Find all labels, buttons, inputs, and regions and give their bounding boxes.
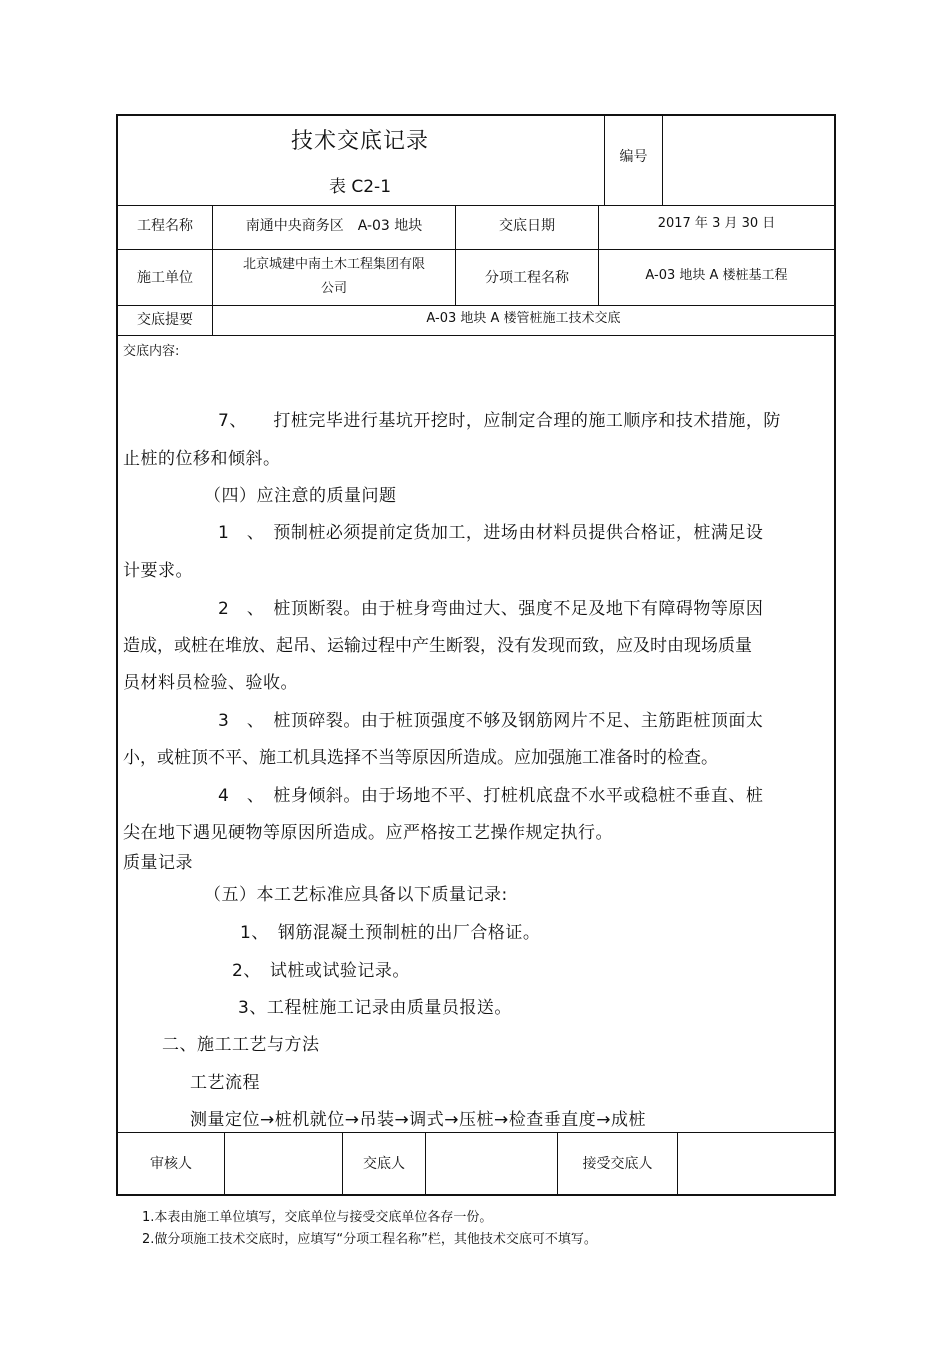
content-line: 测量定位→桩机就位→吊装→调式→压桩→检查垂直度→成桩 xyxy=(190,1110,646,1130)
content-line: 7、 打桩完毕进行基坑开挖时，应制定合理的施工顺序和技术措施，防 xyxy=(218,411,781,431)
content-label: 交底内容: xyxy=(123,344,180,359)
content-line: 1 、 预制桩必须提前定货加工，进场由材料员提供合格证，桩满足设 xyxy=(218,523,764,543)
content-line: 小，或桩顶不平、施工机具选择不当等原因所造成。应加强施工准备时的检查。 xyxy=(123,748,718,768)
divider xyxy=(425,1132,426,1195)
content-line: 3、工程桩施工记录由质量员报送。 xyxy=(238,998,512,1018)
summary-label: 交底提要 xyxy=(137,312,193,328)
form-code: 表 C2-1 xyxy=(328,177,392,197)
content-line: 1、 钢筋混凝土预制桩的出厂合格证。 xyxy=(240,923,541,943)
content-line: 2 、 桩顶断裂。由于桩身弯曲过大、强度不足及地下有障碍物等原因 xyxy=(218,599,764,619)
content-line: （五）本工艺标准应具备以下质量记录: xyxy=(204,885,508,905)
date-value: 2017 年 3 月 30 日 xyxy=(657,216,776,231)
unit-value-line1: 北京城建中南土木工程集团有限 xyxy=(242,257,425,272)
sub-project-value: A-03 地块 A 楼桩基工程 xyxy=(645,268,788,283)
divider xyxy=(662,114,663,206)
content-line: 尖在地下遇见硬物等原因所造成。应严格按工艺操作规定执行。 xyxy=(123,823,613,843)
discloser-label: 交底人 xyxy=(363,1156,405,1172)
date-label: 交底日期 xyxy=(499,218,555,234)
content-line: （四）应注意的质量问题 xyxy=(204,486,397,506)
footnote: 2.做分项施工技术交底时，应填写“分项工程名称”栏，其他技术交底可不填写。 xyxy=(142,1232,597,1247)
content-line: 3 、 桩顶碎裂。由于桩顶强度不够及钢筋网片不足、主筋距桩顶面太 xyxy=(218,711,764,731)
table-border-top xyxy=(116,114,836,116)
table-border-right xyxy=(834,114,836,1196)
content-line: 造成，或桩在堆放、起吊、运输过程中产生断裂，没有发现而致，应及时由现场质量 xyxy=(123,636,752,656)
divider xyxy=(116,305,836,306)
project-name-label: 工程名称 xyxy=(137,218,193,234)
content-line: 2、 试桩或试验记录。 xyxy=(232,961,410,981)
unit-value-line2: 公司 xyxy=(320,281,347,296)
divider xyxy=(677,1132,678,1195)
content-line: 质量记录 xyxy=(123,853,193,873)
content-line: 计要求。 xyxy=(123,561,193,581)
content-line: 二、施工工艺与方法 xyxy=(162,1035,320,1055)
sub-project-label: 分项工程名称 xyxy=(485,270,569,286)
footnote: 1.本表由施工单位填写，交底单位与接受交底单位各存一份。 xyxy=(142,1210,493,1225)
content-line: 4 、 桩身倾斜。由于场地不平、打桩机底盘不水平或稳桩不垂直、桩 xyxy=(218,786,764,806)
content-line: 员材料员检验、验收。 xyxy=(123,673,298,693)
summary-value: A-03 地块 A 楼管桩施工技术交底 xyxy=(426,311,621,326)
divider xyxy=(224,1132,225,1195)
content-line: 工艺流程 xyxy=(190,1073,260,1093)
project-name-value: 南通中央商务区 A-03 地块 xyxy=(245,218,423,234)
number-label: 编号 xyxy=(619,149,648,165)
divider xyxy=(116,205,836,206)
receiver-label: 接受交底人 xyxy=(582,1156,653,1172)
divider xyxy=(116,249,836,250)
page-title: 技术交底记录 xyxy=(290,129,429,154)
content-line: 止桩的位移和倾斜。 xyxy=(123,449,281,469)
unit-label: 施工单位 xyxy=(137,270,193,286)
reviewer-label: 审核人 xyxy=(150,1156,192,1172)
divider xyxy=(116,335,836,336)
